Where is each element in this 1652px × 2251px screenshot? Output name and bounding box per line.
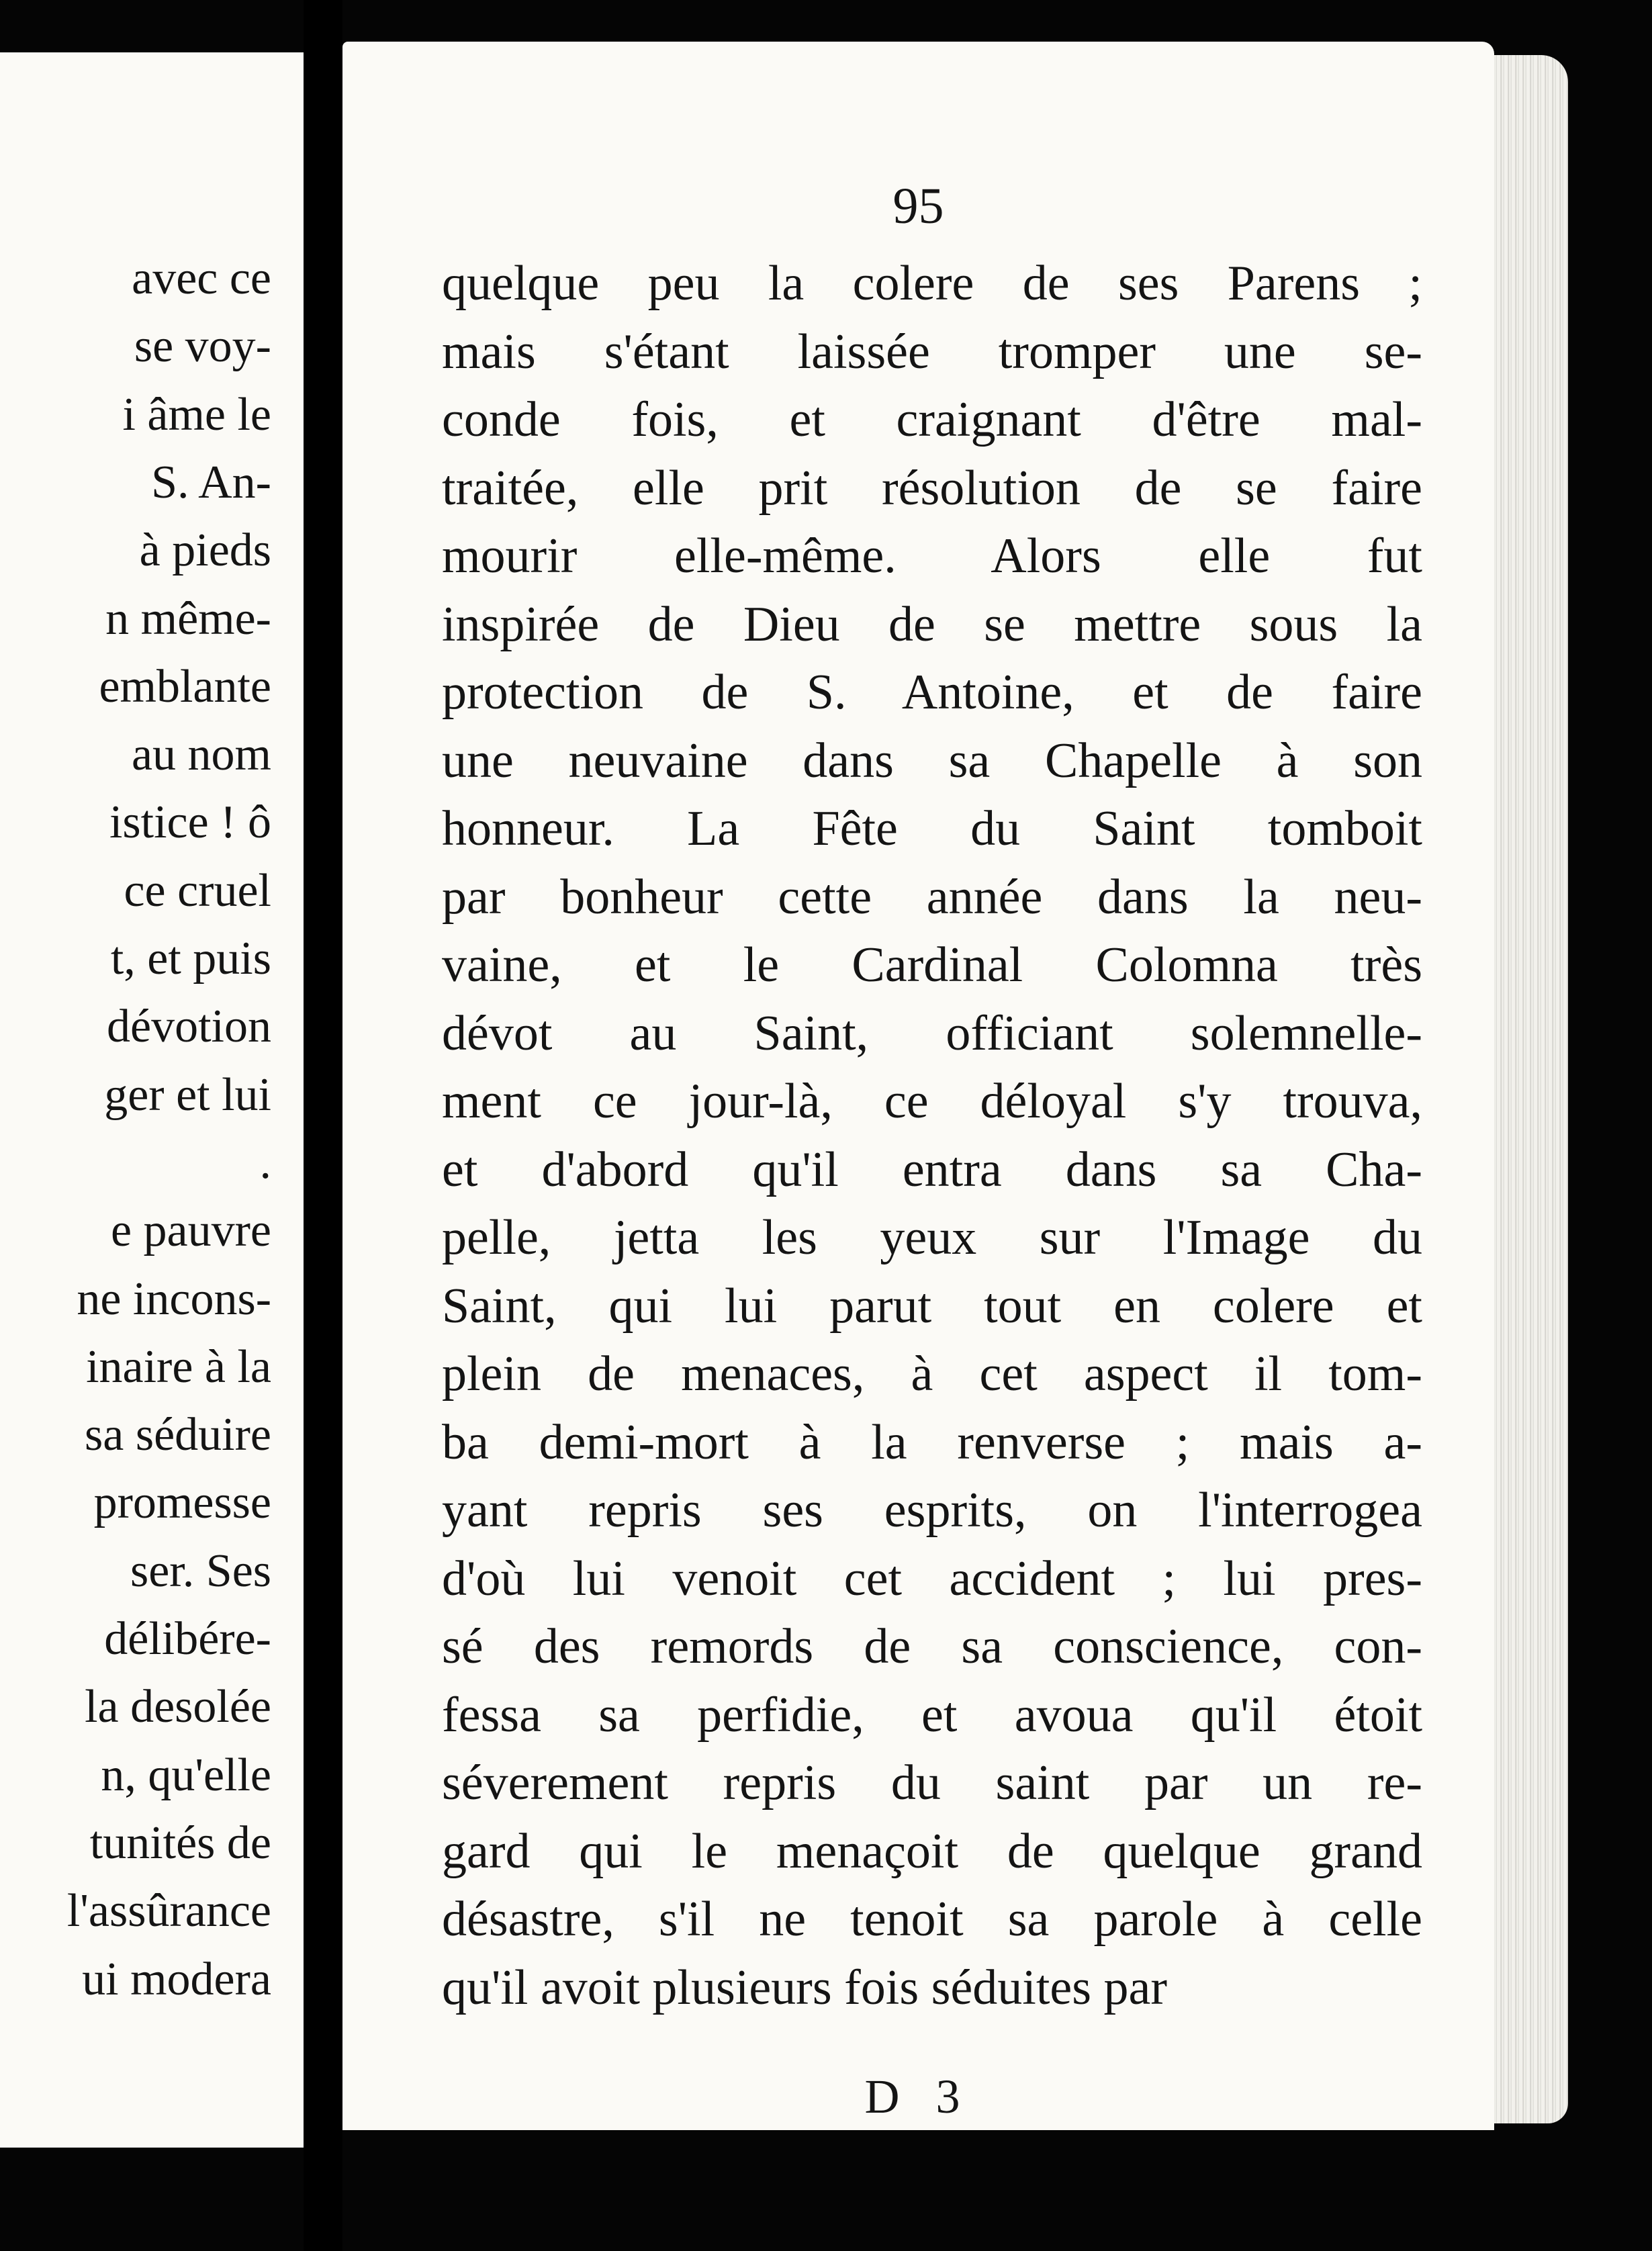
left-page-line: t, et puis bbox=[110, 933, 271, 984]
left-page-line: inaire à la bbox=[86, 1340, 271, 1393]
left-page-line: n même- bbox=[105, 592, 271, 645]
body-text-line: protection de S. Antoine, et de faire bbox=[442, 665, 1422, 720]
body-text-line: qu'il avoit plusieurs fois séduites par bbox=[442, 1960, 1168, 2015]
body-text-line: Saint, qui lui parut tout en colere et bbox=[442, 1278, 1422, 1334]
left-page-line: ger et lui bbox=[104, 1068, 271, 1121]
left-page-line: i âme le bbox=[122, 388, 271, 441]
body-text-line: ment ce jour-là, ce déloyal s'y trouva, bbox=[442, 1074, 1422, 1129]
left-page-line: ser. Ses bbox=[130, 1545, 271, 1597]
left-page-line: délibére- bbox=[104, 1613, 271, 1665]
body-text-line: séverement repris du saint par un re- bbox=[442, 1755, 1422, 1810]
body-text-line: dévot au Saint, officiant solemnelle- bbox=[442, 1005, 1422, 1061]
left-page-line: ce cruel bbox=[124, 864, 271, 917]
left-page-fragment bbox=[0, 52, 304, 2148]
body-text-line: yant repris ses esprits, on l'interrogea bbox=[442, 1483, 1422, 1538]
body-text-line: ba demi-mort à la renverse ; mais a- bbox=[442, 1414, 1422, 1470]
body-text-line: et d'abord qu'il entra dans sa Cha- bbox=[442, 1142, 1422, 1197]
left-page-line: au nom bbox=[131, 729, 271, 781]
left-page-line: l'assûrance bbox=[66, 1885, 271, 1937]
body-text-line: vaine, et le Cardinal Colomna très bbox=[442, 937, 1422, 993]
signature-mark: D 3 bbox=[864, 2070, 972, 2123]
left-page-line: sa séduire bbox=[85, 1409, 271, 1461]
left-page-line: S. An- bbox=[151, 456, 271, 508]
left-page-line: à pieds bbox=[139, 524, 271, 577]
left-page-line: emblante bbox=[99, 660, 271, 713]
left-page-line: promesse bbox=[93, 1477, 271, 1529]
body-text-line: plein de menaces, à cet aspect il tom- bbox=[442, 1346, 1422, 1402]
body-text-line: honneur. La Fête du Saint tomboit bbox=[442, 801, 1422, 856]
left-page-line: ne incons- bbox=[77, 1273, 271, 1325]
left-page-line: tunités de bbox=[89, 1817, 271, 1869]
body-text-line: sé des remords de sa conscience, con- bbox=[442, 1619, 1422, 1674]
body-text-line: désastre, s'il ne tenoit sa parole à celle bbox=[442, 1892, 1422, 1947]
page-number: 95 bbox=[892, 178, 944, 234]
book-gutter bbox=[304, 0, 342, 2251]
body-text-line: mourir elle-même. Alors elle fut bbox=[442, 529, 1422, 584]
left-page-line: se voy- bbox=[134, 320, 271, 373]
left-page-line: n, qu'elle bbox=[101, 1749, 271, 1801]
right-page bbox=[342, 42, 1494, 2130]
body-text-line: une neuvaine dans sa Chapelle à son bbox=[442, 733, 1422, 788]
left-page-line: avec ce bbox=[132, 252, 271, 304]
body-text-line: inspirée de Dieu de se mettre sous la bbox=[442, 596, 1422, 652]
body-text-line: pelle, jetta les yeux sur l'Image du bbox=[442, 1210, 1422, 1265]
body-text-line: conde fois, et craignant d'être mal- bbox=[442, 392, 1422, 447]
left-page-line: e pauvre bbox=[110, 1205, 271, 1257]
left-page-line: la desolée bbox=[85, 1681, 271, 1733]
body-text-line: gard qui le menaçoit de quelque grand bbox=[442, 1823, 1422, 1879]
left-page-line: dévotion bbox=[107, 1001, 271, 1053]
body-text-line: mais s'étant laissée tromper une se- bbox=[442, 324, 1422, 379]
body-text-line: d'où lui venoit cet accident ; lui pres- bbox=[442, 1551, 1422, 1606]
body-text-line: quelque peu la colere de ses Parens ; bbox=[442, 256, 1422, 311]
body-text-line: par bonheur cette année dans la neu- bbox=[442, 869, 1422, 925]
body-text-line: fessa sa perfidie, et avoua qu'il étoit bbox=[442, 1687, 1422, 1743]
left-page-line: istice ! ô bbox=[109, 796, 271, 849]
left-page-line: . bbox=[259, 1136, 271, 1189]
body-text-line: traitée, elle prit résolution de se faire bbox=[442, 460, 1422, 516]
left-page-line: ui modera bbox=[82, 1953, 271, 2005]
